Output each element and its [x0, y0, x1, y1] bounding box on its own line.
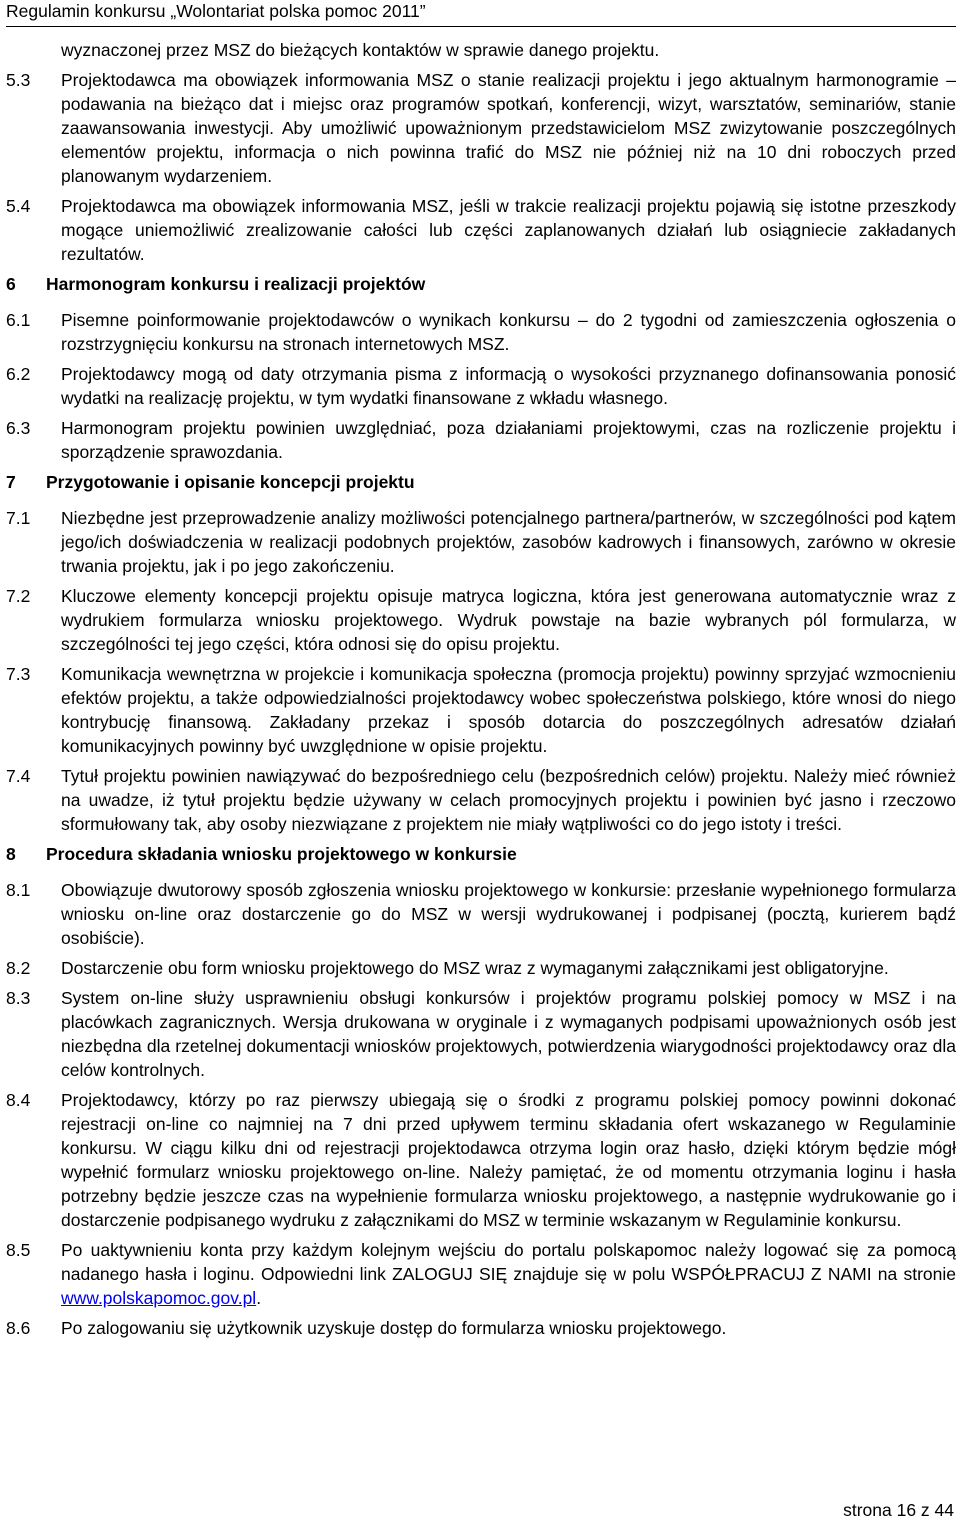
- section-number: 5.3: [6, 70, 31, 90]
- section-5-4: [6, 194, 956, 266]
- section-text: Projektodawcy, którzy po raz pierwszy ubiegają się o środki z programu polskiej pomocy powinni dokonać rejestracji on-line co najmniej na 7 dni przed upływem terminu składania ofert wskazanego w Regulaminie konkursu. W ciągu kilku dni od rejestracji projektodawca otrzyma login oraz hasło, dzięki którym będzie mógł wypełnić formularz wniosku projektowego on-line. Należy pamiętać, że od momentu otrzymania loginu i hasła potrzebny będzie jeszcze czas na wypełnienie formularza wniosku projektowego, a następnie wydrukowanie go i dostarczenie podpisanego wydruku z załącznikami do MSZ w terminie wskazanym w Regulaminie konkursu.: [61, 1090, 956, 1230]
- section-text: System on-line służy usprawnieniu obsługi konkursów i projektów programu polskiej pomocy w MSZ i na placówkach zagranicznych. Wersja drukowana w oryginale i z wymaganych podpisami upoważnionych osób jest niezbędna dla rzetelnej dokumentacji wniosków projektowych, potwierdzenia wiarygodności projektodawcy oraz dla celów kontrolnych.: [61, 988, 956, 1080]
- section-text: Projektodawcy mogą od daty otrzymania pisma z informacją o wysokości przyznanego dofinansowania ponosić wydatki na realizację projektu, w tym wydatki finansowane z wkładu własnego.: [61, 364, 956, 408]
- section-text: Niezbędne jest przeprowadzenie analizy możliwości potencjalnego partnera/partnerów, w szczególności pod kątem jego/ich doświadczenia w realizacji podobnych projektów, zasobów kadrowych i finansowych, zarówno w okresie trwania projektu, jak i po jego zakończeniu.: [61, 508, 956, 576]
- section-text: Po zalogowaniu się użytkownik uzyskuje dostęp do formularza wniosku projektowego.: [61, 1318, 727, 1338]
- section-8-4: [6, 1088, 956, 1232]
- section-6-1: [6, 308, 956, 356]
- section-5-3: [6, 68, 956, 188]
- section-8-1: [6, 878, 956, 950]
- section-text: Tytuł projektu powinien nawiązywać do bezpośredniego celu (bezpośrednich celów) projektu. Należy mieć również na uwadze, iż tytuł projektu będzie używany w celach promocyjnych projektu i powinien być jasno i rzeczowo sformułowany tak, aby osoby niezwiązane z projektem nie miały wątpliwości co do jego istoty i treści.: [61, 766, 956, 834]
- section-number: 8.5: [6, 1240, 31, 1260]
- heading-text: Harmonogram konkursu i realizacji projektów: [46, 274, 426, 294]
- continued-paragraph: wyznaczonej przez MSZ do bieżących kontaktów w sprawie danego projektu.: [61, 40, 660, 60]
- section-number: 7.1: [6, 508, 31, 528]
- section-text: Komunikacja wewnętrzna w projekcie i komunikacja społeczna (promocja projektu) powinny sprzyjać wzmocnieniu efektów projektu, a także odpowiedzialności projektodawcy wobec społeczeństwa polskiego, które wnosi do niego kontrybucję finansową. Zakładany przekaz i sposób dotarcia do poszczególnych adresatów działań komunikacyjnych powinny być uwzględnione w opisie projektu.: [61, 664, 956, 756]
- heading-6: [6, 272, 956, 296]
- section-number: 8.6: [6, 1318, 31, 1338]
- polskapomoc-link[interactable]: www.polskapomoc.gov.pl: [61, 1288, 257, 1308]
- heading-number: 7: [6, 472, 16, 492]
- section-number: 8.3: [6, 988, 31, 1008]
- section-8-3: [6, 986, 956, 1082]
- section-8-2: [6, 956, 956, 980]
- section-text: Projektodawca ma obowiązek informowania MSZ, jeśli w trakcie realizacji projektu pojawią się istotne przeszkody mogące uniemożliwić zrealizowanie całości lub części zaplanowanych działań lub osiągniecie zakładanych rezultatów.: [61, 196, 956, 264]
- section-number: 7.2: [6, 586, 31, 606]
- document-title: Regulamin konkursu „Wolontariat polska pomoc 2011”: [6, 1, 426, 21]
- section-7-1: [6, 506, 956, 578]
- section-text-wrapper: [61, 1238, 956, 1310]
- heading-number: 6: [6, 274, 16, 294]
- section-number: 8.4: [6, 1090, 31, 1110]
- section-text-end: .: [256, 1288, 262, 1308]
- section-text: Harmonogram projektu powinien uwzględniać, poza działaniami projektowymi, czas na rozliczenie projektu i sporządzenie sprawozdania.: [61, 418, 956, 462]
- heading-8: [6, 842, 956, 866]
- section-number: 7.3: [6, 664, 31, 684]
- section-number: 5.4: [6, 196, 31, 216]
- section-text: Dostarczenie obu form wniosku projektowego do MSZ wraz z wymaganymi załącznikami jest obligatoryjne.: [61, 958, 889, 978]
- page-header: [6, 0, 956, 27]
- section-text: Projektodawca ma obowiązek informowania MSZ o stanie realizacji projektu i jego aktualnym harmonogramie – podawania na bieżąco dat i miejsc oraz programów spotkań, konferencji, wizyt, warsztatów, seminariów, stanie zaawansowania inwestycji. Aby umożliwić upoważnionym przedstawicielom MSZ zwizytowanie poszczególnych elementów projektu, informacja o nich powinna trafić do MSZ nie później niż na 10 dni roboczych przed planowanym wydarzeniem.: [61, 70, 956, 186]
- section-text: Kluczowe elementy koncepcji projektu opisuje matryca logiczna, która jest generowana automatycznie wraz z wydrukiem formularza wniosku projektowego. Wydruk powstaje na bazie wybranych pól formularza, w szczególności tej jego części, która odnosi się do opisu projektu.: [61, 586, 956, 654]
- section-number: 8.1: [6, 880, 31, 900]
- section-text: Obowiązuje dwutorowy sposób zgłoszenia wniosku projektowego w konkursie: przesłanie wypełnionego formularza wniosku on-line oraz dostarczenie go do MSZ w wersji wydrukowanej i podpisanej (pocztą, kurierem bądź osobiście).: [61, 880, 956, 948]
- section-6-3: [6, 416, 956, 464]
- section-text: Po uaktywnieniu konta przy każdym kolejnym wejściu do portalu polskapomoc należy logować się za pomocą nadanego hasła i loginu. Odpowiedni link ZALOGUJ SIĘ znajduje się w polu WSPÓŁPRACUJ Z NAMI na stronie: [61, 1240, 956, 1284]
- heading-text: Procedura składania wniosku projektowego w konkursie: [46, 844, 517, 864]
- section-7-2: [6, 584, 956, 656]
- section-number: 6.2: [6, 364, 31, 384]
- section-number: 6.3: [6, 418, 31, 438]
- section-number: 6.1: [6, 310, 31, 330]
- section-number: 8.2: [6, 958, 31, 978]
- document-body: [6, 38, 956, 1346]
- section-8-5: [6, 1238, 956, 1310]
- page-number: strona 16 z 44: [843, 1500, 954, 1520]
- heading-number: 8: [6, 844, 16, 864]
- heading-7: [6, 470, 956, 494]
- section-8-6: [6, 1316, 956, 1340]
- heading-text: Przygotowanie i opisanie koncepcji projektu: [46, 472, 415, 492]
- section-7-4: [6, 764, 956, 836]
- section-7-3: [6, 662, 956, 758]
- section-6-2: [6, 362, 956, 410]
- section-text: Pisemne poinformowanie projektodawców o wynikach konkursu – do 2 tygodni od zamieszczenia ogłoszenia o rozstrzygnięciu konkursu na stronach internetowych MSZ.: [61, 310, 956, 354]
- section-number: 7.4: [6, 766, 31, 786]
